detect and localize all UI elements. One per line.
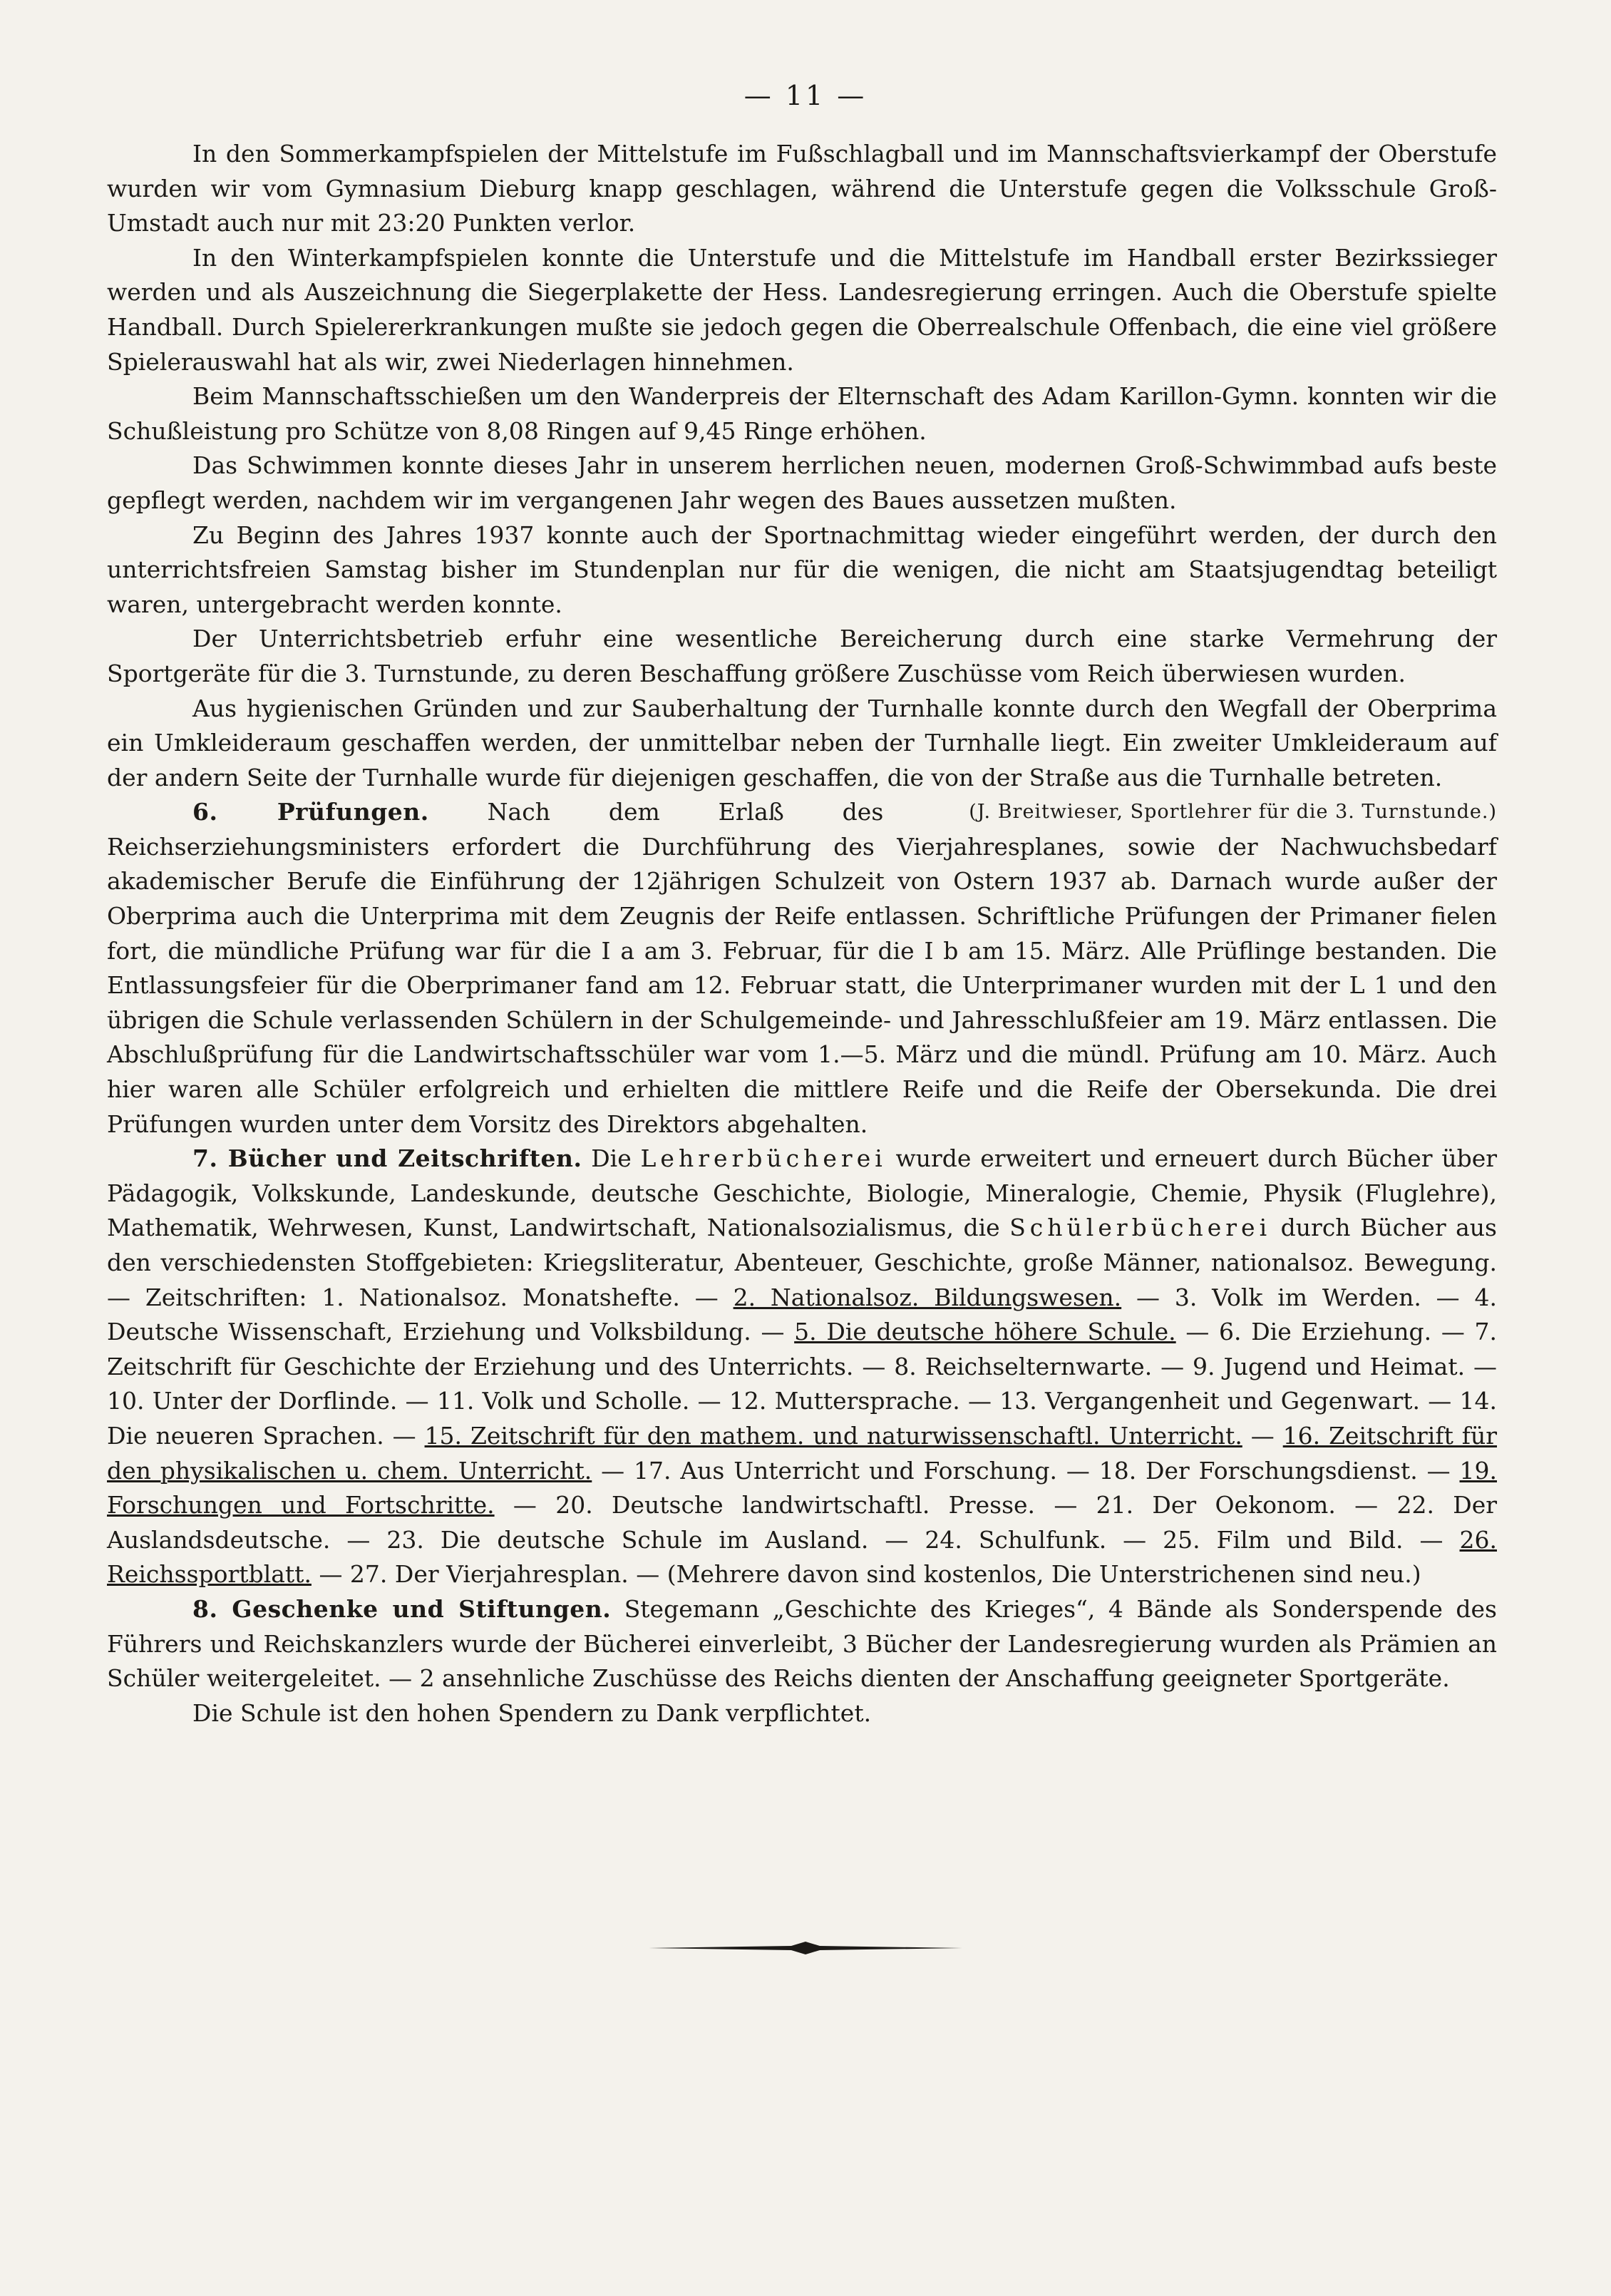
buecher-text-a: Die [591,1144,632,1173]
underlined-title: 16. Zeitschrift für den physikalischen u. chem. Unterricht. [107,1421,1498,1485]
paragraph-swimming: Das Schwimmen konnte dieses Jahr in unserem herrlichen neuen, modernen Groß-Schwimmbad aufs beste gepflegt werden, nachdem wir im vergangenen Jahr wegen des Baues aussetzen mußten. [107,451,1497,514]
section-title-buecher: 7. Bücher und Zeitschriften. [192,1144,582,1173]
paragraph-shooting: Beim Mannschaftsschießen um den Wanderpreis der Elternschaft des Adam Karillon-Gymn. konnten wir die Schußleistung pro Schütze von 8,08 Ringen auf 9,45 Ringe erhöhen. [107,382,1497,445]
buecher-text-c: durch Bücher aus den verschiedensten Stoffgebieten: Kriegsliteratur, Abenteuer, Geschichte, große Männer, nationalsoz. Bewegung. — Zeitschriften: 1. Nationalsoz. Monatshefte. — [107,1214,1497,1311]
document-body [107,137,1497,1731]
section-title-geschenke: 8. Geschenke und Stiftungen. [192,1594,612,1623]
buecher-text-f: — [1250,1421,1275,1450]
lehrerbuecherei-label: Lehrerbücherei [640,1144,887,1173]
paragraph-sport-afternoon: Zu Beginn des Jahres 1937 konnte auch der Sportnachmittag wieder eingeführt werden, der durch den unterrichtsfreien Samstag bisher im Stundenplan nur für die wenigen, die nicht am Staatsjugendtag beteiligt waren, untergebracht werden konnte. [107,521,1497,618]
underlined-title: 19. Forschungen und Fortschritte. [107,1456,1497,1519]
page-number: — 11 — [743,80,868,111]
divider-ornament [649,1939,962,1957]
closing-sentence: Die Schule ist den hohen Spendern zu Dank verpflichtet. [192,1698,872,1727]
author-credit: (J. Breitwieser, Sportlehrer für die 3. Turnstunde.) [969,801,1497,824]
section-text-pruefungen: Nach dem Erlaß des Reichserziehungsministers erfordert die Durchführung des Vierjahresplanes, sowie der Nachwuchsbedarf akademischer Berufe die Einführung der 12jährigen Schulzeit von Ostern 1937 ab. Darnach wurde außer der Oberprima auch die Unterprima mit dem Zeugnis der Reife entlassen. Schriftliche Prüfungen der Primaner fielen fort, die mündliche Prüfung war für die I a am 3. Februar, für die I b am 15. März. Alle Prüflinge bestanden. Die Entlassungsfeier für die Oberprimaner fand am 12. Februar statt, die Unterprimaner wurden mit der L 1 und den übrigen die Schule verlassenden Schülern in der Schulgemeinde- und Jahresschlußfeier am 19. März entlassen. Die Abschlußprüfung für die Landwirtschaftsschüler war vom 1.—5. März und die mündl. Prüfung am 10. März. Auch hier waren alle Schüler erfolgreich und erhielten die mittlere Reife und die Reife der Obersekunda. Die drei Prüfungen wurden unter dem Vorsitz des Direktors abgehalten. [107,798,1497,1138]
buecher-text-h: — 20. Deutsche landwirtschaftl. Presse. — 21. Der Oekonom. — 22. Der Auslandsdeutsche. — 23. Die deutsche Schule im Ausland. — 24. Schulfunk. — 25. Film und Bild. — [107,1491,1497,1554]
underlined-title: 2. Nationalsoz. Bildungswesen. [733,1283,1122,1311]
section-title-pruefungen: 6. Prüfungen. [192,798,429,826]
buecher-text-b: wurde erweitert und erneuert durch Bücher über Pädagogik, Volkskunde, Landeskunde, deutsche Geschichte, Biologie, Mineralogie, Chemie, Physik (Fluglehre), Mathematik, Wehrwesen, Kunst, Landwirtschaft, Nationalsozialismus, die [107,1144,1498,1242]
buecher-text-d: — 3. Volk im Werden. — 4. Deutsche Wissenschaft, Erziehung und Volksbildung. — [107,1283,1497,1346]
section-pruefungen [107,795,1497,1142]
buecher-text-g: — 17. Aus Unterricht und Forschung. — 18. Der Forschungsdienst. — [601,1456,1451,1485]
paragraph-sport-summer: In den Sommerkampfspielen der Mittelstufe im Fußschlagball und im Mannschaftsvierkampf der Oberstufe wurden wir vom Gymnasium Dieburg knapp geschlagen, während die Unterstufe gegen die Volksschule Groß-Umstadt auch nur mit 23:20 Punkten verlor. [107,140,1497,237]
paragraph-sport-winter: In den Winterkampfspielen konnte die Unterstufe und die Mittelstufe im Handball erster Bezirkssieger werden und als Auszeichnung die Siegerplakette der Hess. Landesregierung erringen. Auch die Oberstufe spielte Handball. Durch Spielererkrankungen mußte sie jedoch gegen die Oberrealschule Offenbach, die eine viel größere Spielerauswahl hat als wir, zwei Niederlagen hinnehmen. [107,243,1497,376]
section-geschenke [107,1592,1497,1696]
schuelerbuecherei-label: Schülerbücherei [1009,1214,1272,1242]
paragraph-equipment: Der Unterrichtsbetrieb erfuhr eine wesentliche Bereicherung durch eine starke Vermehrung der Sportgeräte für die 3. Turnstunde, zu deren Beschaffung größere Zuschüsse vom Reich überwiesen wurden. [107,625,1497,687]
section-text-geschenke: Stegemann „Geschichte des Krieges“, 4 Bände als Sonderspende des Führers und Reichskanzlers wurde der Bücherei einverleibt, 3 Bücher der Landesregierung wurden als Prämien an Schüler weitergeleitet. — 2 ansehnliche Zuschüsse des Reichs dienten der Anschaffung geeigneter Sportgeräte. [107,1594,1497,1693]
buecher-text-e: — 6. Die Erziehung. — 7. Zeitschrift für Geschichte der Erziehung und des Unterrichts. — 8. Reichselternwarte. — 9. Jugend und Heimat. — 10. Unter der Dorflinde. — 11. Volk und Scholle. — 12. Muttersprache. — 13. Vergangenheit und Gegenwart. — 14. Die neueren Sprachen. — [107,1318,1497,1450]
underlined-title: 15. Zeitschrift für den mathem. und naturwissenschaftl. Unterricht. [424,1421,1242,1450]
section-buecher [107,1142,1497,1592]
underlined-title: 5. Die deutsche höhere Schule. [794,1318,1176,1346]
changing-room-text: Aus hygienischen Gründen und zur Sauberhaltung der Turnhalle konnte durch den Wegfall der Oberprima ein Umkleideraum geschaffen werden, der unmittelbar neben der Turnhalle liegt. Ein zweiter Umkleideraum auf der andern Seite der Turnhalle wurde für diejenigen geschaffen, die von der Straße aus die Turnhalle betreten. [107,694,1497,791]
underlined-title: 26. Reichssportblatt. [107,1525,1497,1589]
buecher-text-i: — 27. Der Vierjahresplan. — (Mehrere davon sind kostenlos, Die Unterstrichenen sind neu.) [319,1560,1421,1589]
